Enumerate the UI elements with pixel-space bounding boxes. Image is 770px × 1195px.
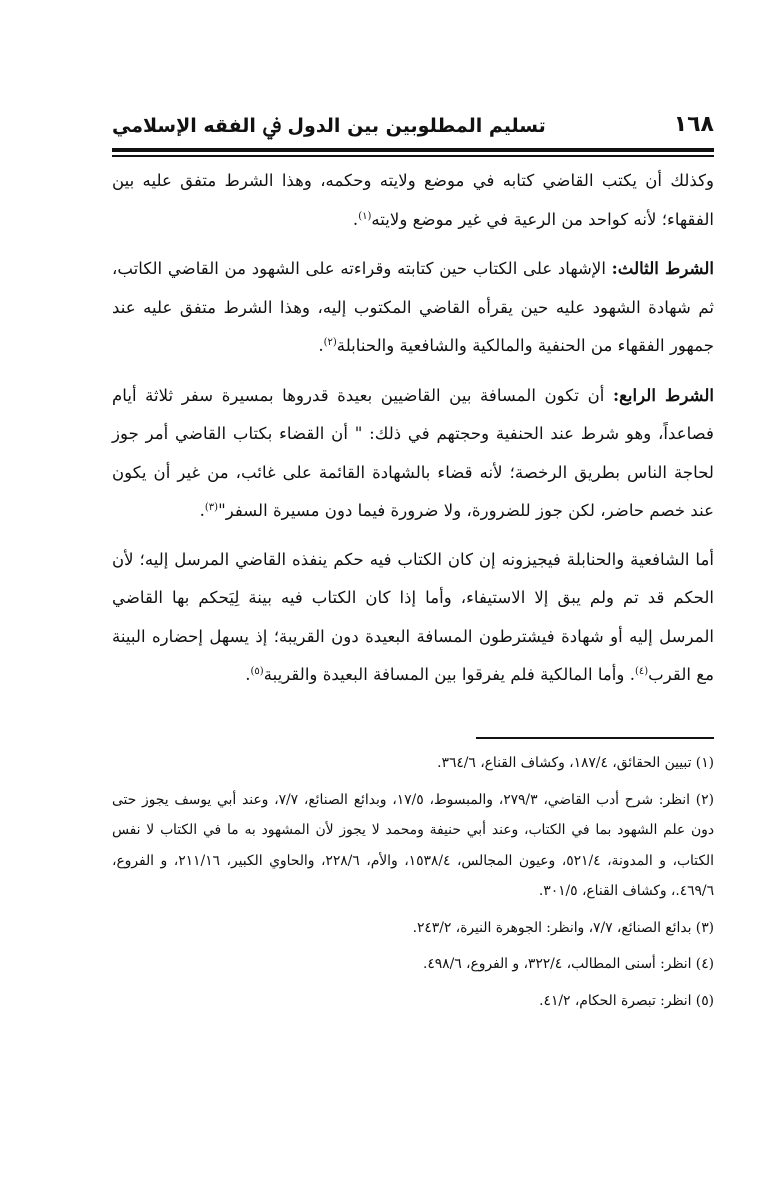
footnote-ref-1: (١) (358, 210, 372, 222)
footnote-1: (١) تبيين الحقائق، ١٨٧/٤، وكشاف القناع، ٣٦٤/٦. (437, 755, 714, 771)
paragraph-4-text: أما الشافعية والحنابلة فيجيزونه إن كان الكتاب فيه حكم ينفذه القاضي المرسل إليه؛ لأن الحكم قد تم ولم يبق إلا الاستيفاء، وأما إذا كان الكتاب فيه بينة لِيَحكم بها القاضي المرسل إليه أو شهادة فيشترطون المسافة البعيدة دون القريبة؛ إذ يسهل إحضاره البينة مع القرب (112, 549, 714, 684)
footnote-ref-4: (٤) (634, 666, 649, 677)
running-title: تسليم المطلوبين بين الدول ﰲ الفقه الإسلامي (112, 115, 546, 137)
page-number: ١٦٨ (673, 112, 714, 137)
condition-three-heading: الشرط الثالث: (611, 258, 715, 278)
main-text (112, 162, 714, 705)
footnotes (112, 748, 714, 1022)
paragraph-2-end: . (318, 336, 324, 355)
paragraph-1 (112, 162, 714, 239)
paragraph-3-end: . (199, 501, 205, 520)
paragraph-4-end: . (245, 665, 251, 684)
paragraph-1-text: وكذلك أن يكتب القاضي كتابه في موضع ولايته وحكمه، وهذا الشرط متفق عليه بين الفقهاء؛ لأنه كواحد من الرعية في غير موضع ولايته (112, 171, 714, 229)
footnote-5: (٥) انظر: تبصرة الحكام، ٤١/٢. (539, 992, 714, 1009)
paragraph-3 (112, 376, 714, 531)
footnote-separator (476, 737, 714, 739)
header-rule-thin (112, 155, 714, 157)
footnote-3: (٣) بدائع الصنائع، ٧/٧، وانظر: الجوهرة النيرة، ٢٤٣/٢. (412, 919, 714, 936)
paragraph-3-text: أن تكون المسافة بين القاضيين بعيدة قدروها بمسيرة سفر ثلاثة أيام فصاعداً، وهو شرط عند الحنفية وحجتهم في ذلك: " أن القضاء بكتاب القاضي أمر جوز لحاجة الناس بطريق الرخصة؛ لأنه قضاء بالشهادة القائمة على غائب، من غير أن يكون عند خصم حاضر، لكن جوز للضرورة، ولا ضرورة فيما دون مسيرة السفر" (112, 385, 714, 520)
paragraph-2 (112, 249, 714, 366)
paragraph-4-text-2: . وأما المالكية فلم يفرقوا بين المسافة البعيدة والقريبة (263, 665, 635, 684)
paragraph-2-text: الإشهاد على الكتاب حين كتابته وقراءته على الشهود من القاضي الكاتب، ثم شهادة الشهود عليه حين يقرأه القاضي المكتوب إليه، وهذا الشرط متفق عليه عند جمهور الفقهاء من الحنفية والمالكية والشافعية والحنابلة (112, 259, 714, 355)
footnote-ref-5: (٥) (250, 666, 264, 677)
footnote-4: (٤) انظر: أسنى المطالب، ٣٢٢/٤، و الفروع، ٤٩٨/٦. (422, 956, 714, 972)
header-rule-thick (112, 148, 714, 152)
page-header (112, 112, 714, 148)
footnote-2: (٢) انظر: شرح أدب القاضي، ٢٧٩/٣، والمبسوط، ١٧/٥، وبدائع الصنائع، ٧/٧، وعند أبي يوسف يجوز حتى دون علم الشهود بما في الكتاب، وعند أبي حنيفة ومحمد لا يجوز لأن المشهود به ما في الكتاب لا نفس الكتاب، و المدونة، ٥٢١/٤، وعيون المجالس، ١٥٣٨/٤، والأم، ٢٢٨/٦، والحاوي الكبير، ٢١١/١٦، و الفروع، ٤٦٩/٦.، وكشاف القناع، ٣٠١/٥. (112, 791, 714, 899)
condition-four-heading: الشرط الرابع: (612, 384, 714, 405)
paragraph-1-end: . (352, 209, 359, 229)
footnote-ref-3: (٣) (204, 502, 219, 513)
paragraph-4 (112, 541, 714, 695)
footnote-ref-2: (٢) (323, 337, 337, 348)
